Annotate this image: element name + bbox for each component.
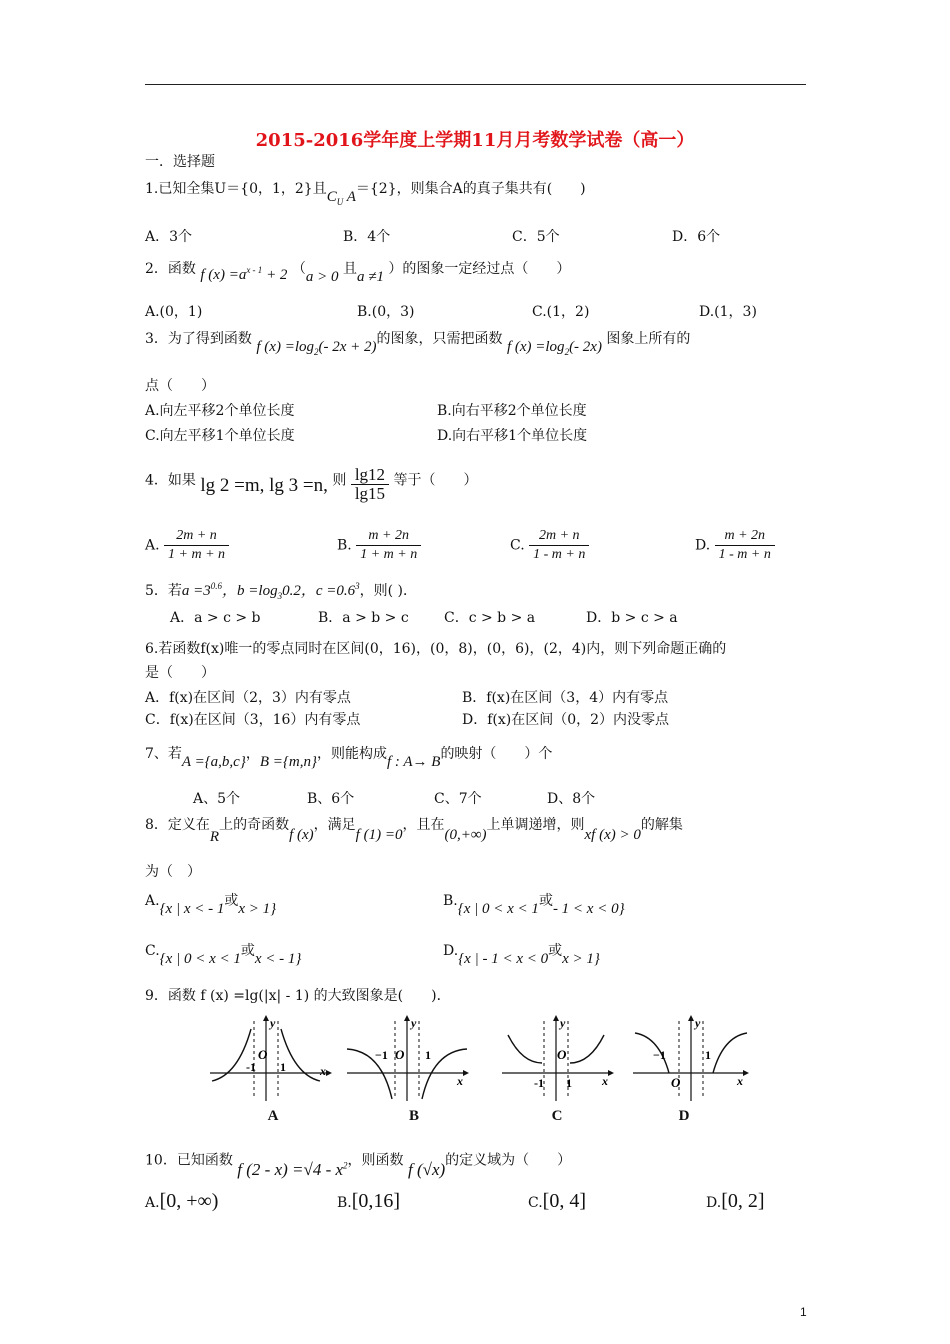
- q9-graph-c-neg1: -1: [534, 1076, 544, 1090]
- q5-c: ，c =0.6: [300, 583, 356, 599]
- header-rule: [145, 84, 806, 85]
- q8-t5: 的解集: [640, 817, 683, 833]
- q10-option-c-label: C.: [528, 1195, 543, 1211]
- q2-and: 且: [342, 261, 357, 277]
- q6-option-a: A．f(x)在区间（2，3）内有零点: [145, 690, 351, 706]
- q8-t3: ，且在: [402, 817, 445, 833]
- section-heading: 一．选择题: [145, 154, 215, 170]
- q8-option-b-part2: - 1 < x < 0}: [552, 901, 625, 917]
- q6-option-b: B．f(x)在区间（3，4）内有零点: [462, 690, 669, 706]
- q7-stem: 7、若: [145, 746, 182, 762]
- q9-graph-a-label: A: [267, 1108, 279, 1124]
- q2-paren: （: [291, 261, 306, 277]
- q4-option-d-num: m + 2n: [715, 527, 775, 546]
- q9-graph-d-neg1: −1: [653, 1048, 666, 1062]
- q9-graph-c-label: C: [551, 1108, 563, 1124]
- q9-graph-c-plot: [490, 1013, 615, 1103]
- q3-target-function: f (x) =log: [256, 339, 314, 355]
- q10-mid: ，则函数: [347, 1152, 404, 1169]
- q7-option-d: D、8个: [547, 791, 596, 807]
- question-5: [145, 577, 417, 605]
- q9-graph-c: [490, 1013, 615, 1123]
- q2-option-a: A.(0，1): [145, 304, 203, 320]
- q4-option-b-num: m + 2n: [356, 527, 421, 546]
- q5-option-c: C．c > b > a: [444, 610, 536, 626]
- q4-option-c-label: C.: [510, 537, 525, 554]
- question-7: [145, 745, 553, 770]
- q4-option-c: [510, 527, 589, 564]
- q10-option-c: [528, 1192, 586, 1212]
- q4-option-d-den: 1 - m + n: [718, 547, 771, 562]
- q1-complement-sub: U: [336, 197, 344, 207]
- q2-exponent: x - 1: [246, 265, 263, 275]
- q4-condition: lg 2 =m, lg 3 =n,: [200, 474, 328, 496]
- q9-graph-b: [345, 1013, 470, 1123]
- q8-option-d-part2: x > 1}: [562, 951, 600, 967]
- q8-t2: ，满足: [313, 817, 356, 833]
- q2-cond2: a ≠1: [356, 269, 384, 285]
- q7-rest: 的映射（ ）个: [440, 746, 553, 762]
- q3-line2: 点（ ）: [145, 378, 215, 394]
- question-8: [145, 816, 683, 845]
- q9-graph-d-pos1: 1: [705, 1048, 711, 1062]
- q4-rest: 等于（ ）: [393, 472, 478, 489]
- q4-option-b: [337, 527, 421, 564]
- q8-t1: 上的奇函数: [219, 817, 290, 833]
- q10-function-exp: 2: [343, 1160, 348, 1170]
- q10-option-a: [145, 1192, 218, 1212]
- q3-stem: 3．为了得到函数: [145, 331, 252, 347]
- q5-option-d: D．b > c > a: [586, 610, 678, 626]
- q8-inequality: xf (x) > 0: [584, 827, 641, 843]
- q7-mapping: f : A→ B: [386, 754, 441, 770]
- q2-rest: ）的图象一定经过点（ ）: [388, 261, 571, 277]
- q9-stem: 9．函数 f (x) =lg(|x| - 1) 的大致图象是( )．: [145, 988, 451, 1004]
- q6-option-c: C．f(x)在区间（3，16）内有零点: [145, 712, 361, 728]
- q9-graph-c-y: y: [560, 1016, 566, 1030]
- q4-option-a-num: 2m + n: [164, 527, 229, 546]
- q8-line2: 为（ ）: [145, 864, 201, 880]
- q9-graph-b-pos1: 1: [425, 1048, 431, 1062]
- q8-option-a-part2: x > 1}: [238, 901, 277, 917]
- q7-set-a: A ={a,b,c}: [181, 754, 246, 770]
- question-1: [145, 180, 586, 207]
- q8-option-b-part1: {x | 0 < x < 1: [457, 901, 539, 917]
- q8-option-a-part1: {x | x < - 1: [159, 901, 225, 917]
- q1-option-b: B．4个: [343, 229, 391, 245]
- q3-tail: 图象上所有的: [606, 331, 691, 347]
- q9-graph-b-o: O: [395, 1047, 405, 1062]
- q8-option-c-label: C.: [145, 943, 160, 959]
- q5-b: ，b =log: [222, 583, 278, 599]
- q4-option-c-den: 1 - m + n: [533, 547, 586, 562]
- q9-graph-a-x: x: [320, 1064, 326, 1078]
- q1-option-d: D．6个: [672, 229, 721, 245]
- q1-stem: 1.已知全集U＝{0，1，2}且: [145, 181, 327, 197]
- q9-graph-a-y: y: [270, 1016, 276, 1030]
- q8-option-c-or: 或: [240, 943, 255, 959]
- q10-option-d-value: [0, 2]: [721, 1190, 765, 1212]
- q9-graph-b-label: B: [408, 1108, 419, 1124]
- q4-option-b-den: 1 + m + n: [360, 547, 418, 562]
- q5-option-a: A．a > c > b: [170, 610, 261, 626]
- q3-target-base: 2: [313, 347, 319, 357]
- q2-option-c: C.(1，2): [532, 304, 590, 320]
- q10-composite: f (√x): [408, 1159, 446, 1179]
- question-3: [145, 330, 691, 357]
- q4-denominator: lg15: [354, 484, 386, 503]
- q2-stem: 2．函数: [145, 261, 196, 277]
- q10-option-b-label: B.: [337, 1195, 352, 1211]
- q3-option-a: A.向左平移2个单位长度: [145, 403, 295, 419]
- q3-source-base: 2: [564, 347, 570, 357]
- q4-option-d: [695, 527, 775, 564]
- q10-option-a-label: A.: [145, 1195, 160, 1211]
- q9-graph-d-y: y: [695, 1016, 701, 1030]
- q7-sep: ，: [245, 746, 260, 762]
- q4-then: 则: [332, 472, 347, 489]
- q1-option-c: C．5个: [512, 229, 560, 245]
- q9-graph-d-plot: [625, 1013, 750, 1103]
- q9-graph-b-neg1: −1: [375, 1048, 388, 1062]
- q10-option-a-value: [0, +∞): [159, 1190, 219, 1212]
- q8-option-c-part1: {x | 0 < x < 1: [159, 951, 241, 967]
- q5-a-exp: 0.6: [210, 581, 223, 591]
- q10-function: f (2 - x) =√4 - x: [237, 1159, 344, 1179]
- q8-option-a-label: A.: [145, 893, 160, 909]
- q6-line2: 是（ ）: [145, 665, 215, 681]
- question-4: [145, 462, 478, 503]
- question-10: [145, 1146, 572, 1179]
- q10-option-b: [337, 1192, 400, 1212]
- q1-complement: C: [326, 189, 337, 205]
- q9-graph-a-neg1: -1: [246, 1060, 256, 1074]
- q5-b-base: 3: [277, 591, 283, 601]
- q9-graph-d-x: x: [737, 1074, 743, 1088]
- q4-numerator: lg12: [351, 466, 389, 485]
- q3-option-b: B.向右平移2个单位长度: [437, 403, 587, 419]
- q10-rest: 的定义域为（ ）: [445, 1152, 572, 1169]
- q2-function: f (x) =a: [200, 267, 247, 283]
- q9-graph-a: [208, 1013, 333, 1123]
- q8-option-d-or: 或: [548, 943, 563, 959]
- q1-option-a: A．3个: [145, 229, 193, 245]
- q9-graph-b-x: x: [457, 1074, 463, 1088]
- q10-option-d-label: D.: [706, 1195, 722, 1211]
- q8-option-d-label: D.: [443, 943, 459, 959]
- q5-b-arg: 0.2: [282, 583, 301, 599]
- q10-option-c-value: [0, 4]: [542, 1190, 586, 1212]
- q9-graph-d-label: D: [678, 1108, 690, 1124]
- q9-graph-d-o: O: [671, 1075, 681, 1090]
- q2-option-d: D.(1，3): [699, 304, 757, 320]
- q9-graph-a-pos1: 1: [280, 1060, 286, 1074]
- q2-function-tail: + 2: [266, 267, 288, 283]
- q7-option-c: C、7个: [434, 791, 482, 807]
- q8-interval: (0,+∞): [444, 827, 487, 843]
- q4-option-a: [145, 527, 229, 564]
- q8-option-d: [443, 942, 600, 967]
- q10-option-b-value: [0,16]: [351, 1190, 401, 1212]
- q8-f1: f (1) =0: [355, 827, 403, 843]
- q1-set-a: A: [346, 189, 356, 205]
- q9-graph-c-o: O: [557, 1047, 567, 1062]
- q5-a: a =3: [181, 583, 211, 599]
- q5-rest: ，则( )．: [359, 583, 417, 599]
- q9-graph-b-y: y: [411, 1016, 417, 1030]
- q8-option-b: [443, 892, 625, 917]
- q8-option-c-part2: x < - 1}: [254, 951, 302, 967]
- q8-option-c: [145, 942, 302, 967]
- q8-option-a-or: 或: [224, 893, 239, 909]
- q9-graph-c-pos1: 1: [566, 1076, 572, 1090]
- q9-graph-b-plot: [345, 1013, 470, 1103]
- q2-option-b: B.(0，3): [357, 304, 415, 320]
- q5-option-b: B．a > b > c: [318, 610, 409, 626]
- q9-graph-c-x: x: [602, 1074, 608, 1088]
- q5-c-exp: 3: [355, 581, 360, 591]
- q5-stem: 5．若: [145, 583, 182, 599]
- page-number: 1: [800, 1305, 807, 1319]
- q8-option-b-label: B.: [443, 893, 458, 909]
- q7-set-b: B ={m,n}: [259, 754, 317, 770]
- q8-option-d-part1: {x | - 1 < x < 0: [458, 951, 549, 967]
- q3-option-d: D.向右平移1个单位长度: [437, 428, 588, 444]
- q4-option-c-num: 2m + n: [529, 527, 589, 546]
- q4-stem: 4．如果: [145, 472, 196, 489]
- q8-option-b-or: 或: [538, 893, 553, 909]
- q3-mid: 的图象，只需把函数: [376, 331, 503, 347]
- q8-option-a: [145, 892, 277, 917]
- question-2: [145, 255, 571, 285]
- q4-option-a-den: 1 + m + n: [168, 547, 226, 562]
- q9-graph-d: [625, 1013, 750, 1123]
- q8-fx: f (x): [289, 827, 314, 843]
- q10-stem: 10．已知函数: [145, 1152, 233, 1169]
- q6-option-d: D．f(x)在区间（0，2）内没零点: [462, 712, 670, 728]
- q3-option-c: C.向左平移1个单位长度: [145, 428, 295, 444]
- q1-rest: ＝{2}，则集合A的真子集共有( ): [355, 181, 586, 197]
- q4-option-a-label: A.: [145, 537, 160, 554]
- q7-option-b: B、6个: [307, 791, 355, 807]
- q2-cond1: a > 0: [305, 269, 339, 285]
- q8-r: R: [209, 829, 220, 845]
- q9-graph-a-plot: [208, 1013, 333, 1103]
- q10-option-d: [706, 1192, 765, 1212]
- q7-mid: ，则能构成: [316, 746, 387, 762]
- q8-t4: 上单调递增，则: [486, 817, 585, 833]
- q3-source-arg: (- 2x): [569, 339, 602, 355]
- q9-graph-a-o: O: [258, 1047, 268, 1062]
- q3-target-arg: (- 2x + 2): [318, 339, 377, 355]
- q4-option-b-label: B.: [337, 537, 352, 554]
- q6-line1: 6.若函数f(x)唯一的零点同时在区间(0，16)，(0，8)，(0，6)，(2，4)内，则下列命题正确的: [145, 641, 727, 657]
- q8-stem: 8．定义在: [145, 817, 210, 833]
- q3-source-function: f (x) =log: [506, 339, 565, 355]
- q7-option-a: A、5个: [193, 791, 241, 807]
- exam-title: 2015-2016学年度上学期11月月考数学试卷（高一）: [255, 130, 695, 151]
- q4-option-d-label: D.: [695, 537, 711, 554]
